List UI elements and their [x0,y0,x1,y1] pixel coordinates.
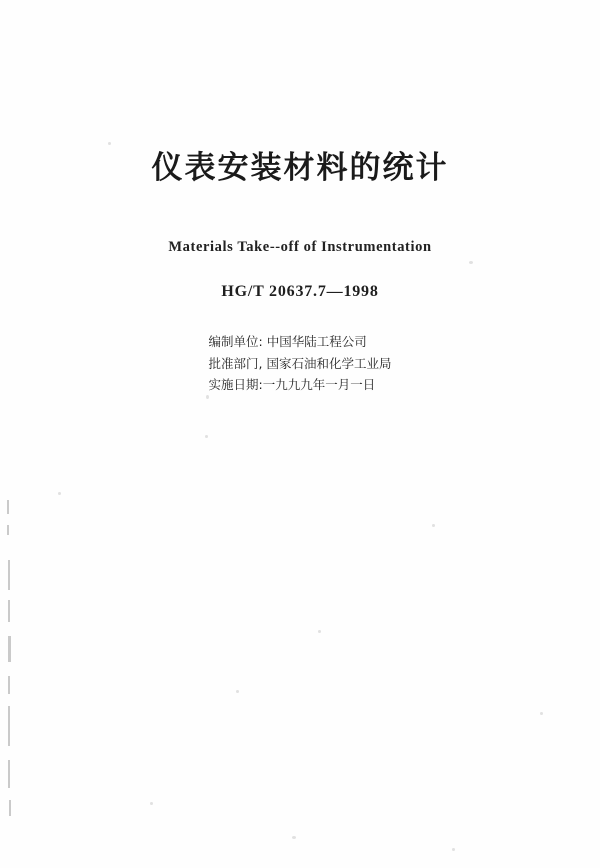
scan-edge-mark [8,636,11,662]
scan-speckle [452,848,455,851]
scan-edge-mark [7,500,9,514]
title-page-content [0,150,600,396]
page-title: 仪表安装材料的统计 [151,150,449,186]
scan-speckle [432,524,435,527]
scan-speckle [292,836,296,839]
scan-speckle [205,435,208,438]
scan-edge-mark [8,600,10,622]
scan-speckle [236,690,239,693]
scan-edge-mark [8,760,10,788]
standard-code: HG/T 20637.7—1998 [221,283,379,301]
scan-edge-mark [9,800,11,816]
scan-speckle [108,142,111,145]
scan-speckle [540,712,543,715]
scan-speckle [58,492,61,495]
scan-edge-mark [8,560,10,590]
scan-speckle [318,630,321,633]
scan-speckle [150,802,153,805]
meta-line-effective-date: 实施日期:一九九九年一月一日 [208,377,376,393]
publication-info [209,301,392,396]
english-subtitle: Materials Take--off of Instrumentation [168,239,432,256]
meta-line-approver: 批准部门, 国家石油和化学工业局 [208,355,392,371]
scan-edge-mark [8,676,10,694]
meta-line-compiler: 编制单位: 中国华陆工程公司 [208,334,367,350]
scan-edge-mark [8,706,10,746]
scan-edge-mark [7,525,9,535]
